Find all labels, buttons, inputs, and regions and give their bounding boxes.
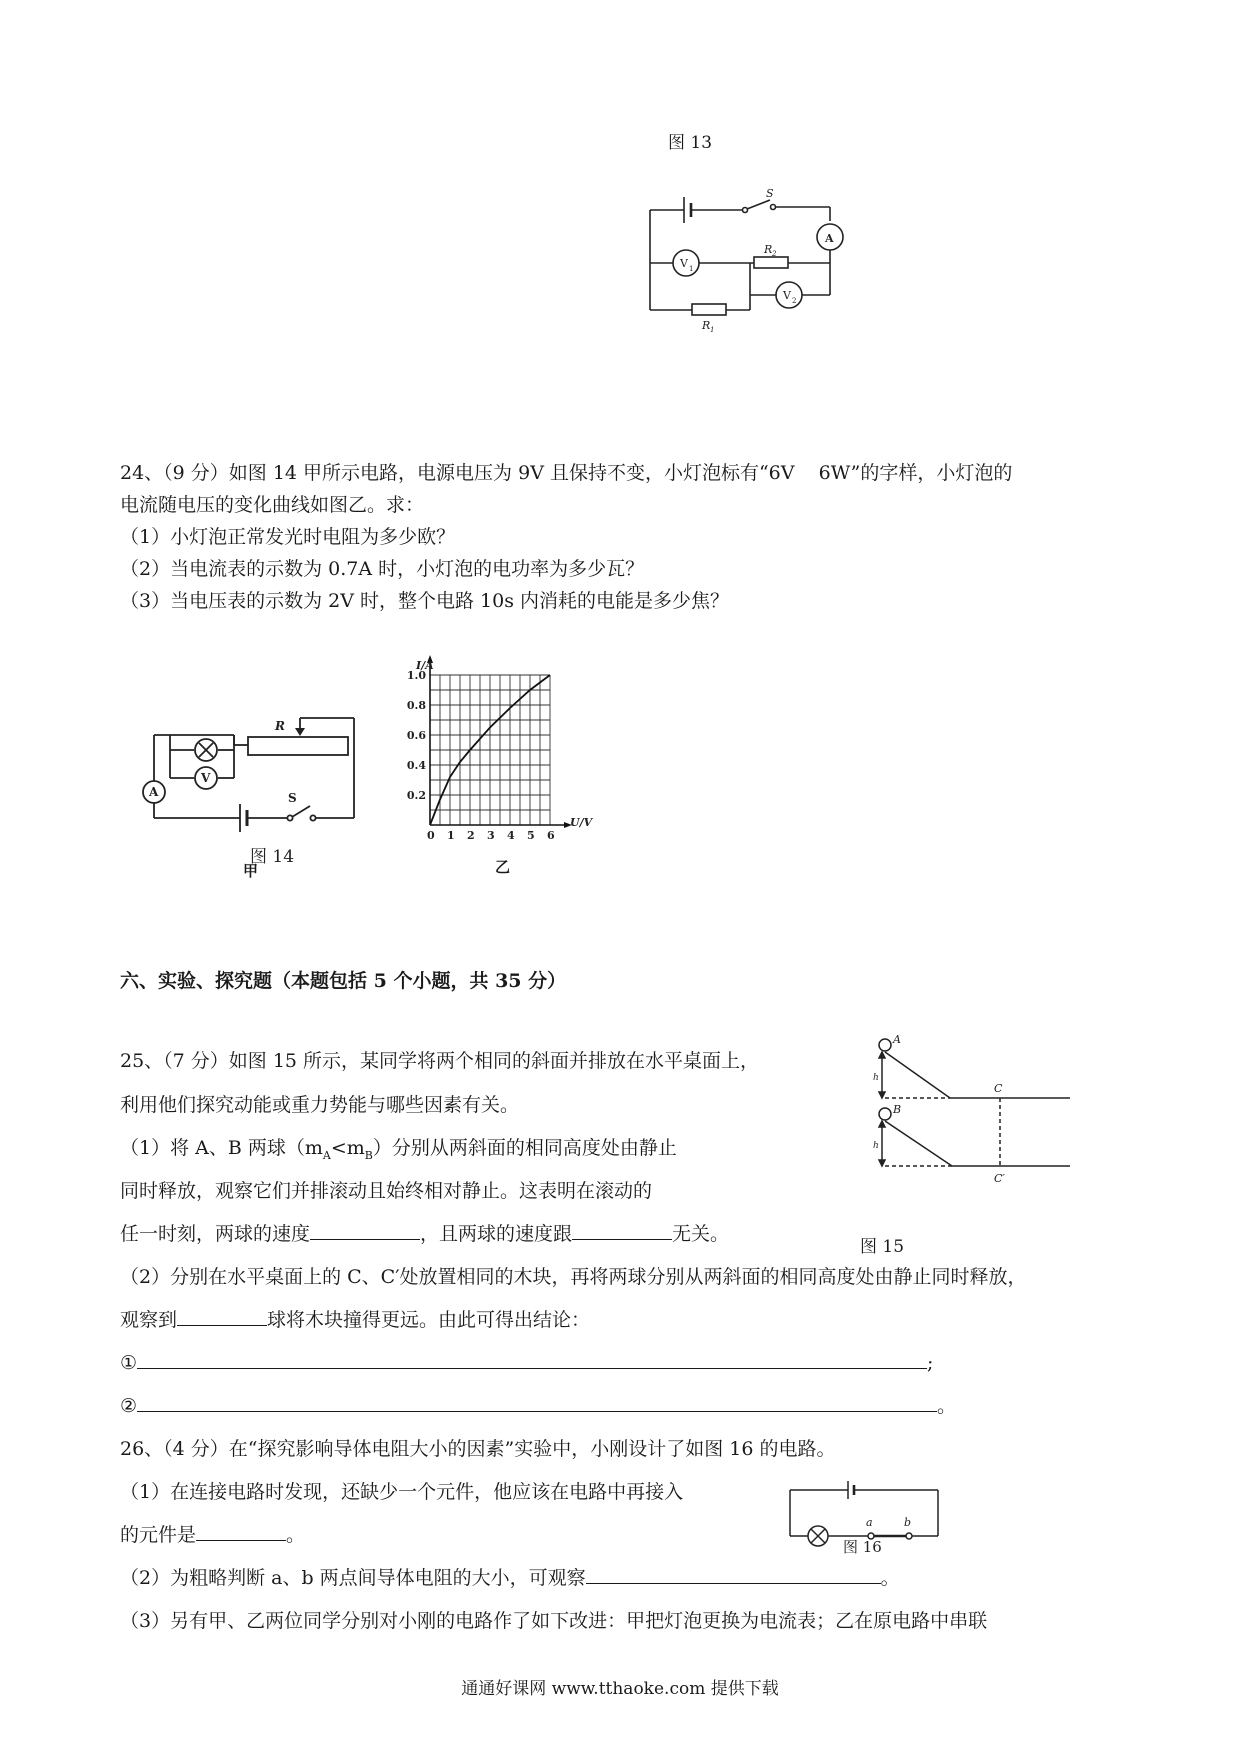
fig15-label-h1: h [873, 1073, 879, 1083]
fig15-label-a: A [893, 1033, 901, 1046]
fig13-switch-label: S [766, 187, 774, 200]
q25-line2: 利用他们探究动能或重力势能与哪些因素有关。 [120, 1094, 520, 1116]
fig15-label-h2: h [873, 1141, 879, 1151]
q26-blank-1[interactable] [196, 1522, 286, 1541]
fig13-v2-sub: 2 [792, 297, 797, 305]
y-tick-label: 0.4 [406, 759, 426, 772]
fig13-v1-sub: 1 [689, 265, 694, 273]
q24-sub2: （2）当电流表的示数为 0.7A 时，小灯泡的电功率为多少瓦？ [120, 558, 645, 580]
q25-blank-2[interactable] [572, 1221, 672, 1240]
fig16-circuit-diagram [788, 1476, 948, 1556]
q26-line4: （2）为粗略判断 a、b 两点间导体电阻的大小，可观察 。 [120, 1567, 900, 1589]
fig14-caption: 图 14 [250, 847, 295, 867]
fig15-label-c2: C′ [994, 1172, 1005, 1185]
x-tick-label: 3 [487, 829, 495, 842]
fig15-diagram [860, 1030, 1080, 1200]
fig13-v1-label: V [680, 257, 688, 270]
y-tick-label: 0.6 [406, 729, 426, 742]
q25-line7: 观察到 球将木块撞得更远。由此可得出结论： [120, 1309, 591, 1331]
fig13-r2-sub: 2 [772, 250, 777, 258]
x-tick-label: 6 [547, 829, 555, 842]
chart-ticks [407, 669, 555, 842]
q25-line5: 任一时刻，两球的速度 ，且两球的速度跟 无关。 [120, 1223, 730, 1245]
fig14-rheostat-label: R [275, 719, 285, 733]
fig14-ammeter-label: A [149, 785, 159, 799]
q25-line6: （2）分别在水平桌面上的 C、C′处放置相同的木块，再将两球分别从两斜面的相同高度处由静止同时释放， [120, 1266, 1027, 1288]
fig13-v2-label: V [783, 289, 791, 302]
fig15-label-b: B [893, 1103, 902, 1116]
switch-blade [747, 200, 770, 209]
q26-line2: （1）在连接电路时发现，还缺少一个元件，他应该在电路中再接入 [120, 1481, 684, 1503]
chart-xlabel: U/V [570, 816, 593, 829]
q24-line1: 24、（9 分）如图 14 甲所示电路，电源电压为 9V 且保持不变，小灯泡标有“6V 6W”的字样，小灯泡的 [120, 462, 1013, 484]
fig13-r1-label: R [702, 319, 711, 332]
fig13-r2-label: R [764, 243, 773, 256]
q25-line3: （1）将 A、B 两球$(m_A<m_B)$分别从两斜面的相同高度处由静止 [120, 1137, 677, 1162]
q26-line1: 26、（4 分）在“探究影响导体电阻大小的因素”实验中，小刚设计了如图 16 的电路。 [120, 1438, 836, 1460]
chart-ylabel: I/A [416, 659, 434, 672]
y-tick-label: 0.8 [406, 699, 426, 712]
y-tick-label: 0.2 [406, 789, 426, 802]
q25-blank-1[interactable] [310, 1221, 420, 1240]
q24-line2: 电流随电压的变化曲线如图乙。求： [120, 494, 425, 516]
fig16-label-b: b [904, 1516, 912, 1529]
q25-line4: 同时释放，观察它们并排滚动且始终相对静止。这表明在滚动的 [120, 1180, 653, 1202]
q25-conclusion-2: ② 。 [120, 1395, 957, 1417]
x-tick-label: 0 [427, 829, 435, 842]
fig13-r1-sub: 1 [710, 326, 715, 334]
fig15-label-c: C [994, 1082, 1003, 1095]
q25-conclusion-1: ① ; [120, 1352, 934, 1374]
fig15-caption: 图 15 [860, 1237, 905, 1257]
x-tick-label: 1 [447, 829, 455, 842]
q26-line5: （3）另有甲、乙两位同学分别对小刚的电路作了如下改进：甲把灯泡更换为电流表；乙在原电路中串联 [120, 1610, 988, 1632]
chart-grid [430, 675, 550, 825]
fig14-voltmeter-label: V [201, 771, 211, 785]
x-tick-label: 5 [527, 829, 535, 842]
q25-blank-conclusion-2[interactable] [137, 1393, 937, 1412]
x-tick-label: 4 [507, 829, 515, 842]
fig16-label-a: a [866, 1516, 873, 1529]
q24-sub1: （1）小灯泡正常发光时电阻为多少欧？ [120, 526, 456, 548]
fig14-switch-label: S [288, 791, 297, 805]
fig13-caption: 图 13 [668, 133, 713, 153]
q26-blank-2[interactable] [586, 1565, 881, 1584]
q24-sub3: （3）当电压表的示数为 2V 时，整个电路 10s 内消耗的电能是多少焦？ [120, 590, 729, 612]
fig14-chart [400, 655, 600, 870]
fig16-caption: 图 16 [843, 1538, 882, 1556]
fig13-circuit-diagram [640, 185, 860, 335]
fig13-ammeter-label: A [825, 232, 834, 245]
q25-blank-3[interactable] [177, 1307, 267, 1326]
y-tick-label: 1.0 [406, 669, 426, 682]
fig14-left-label: 甲 [243, 862, 259, 880]
q26-line3: 的元件是 。 [120, 1524, 306, 1546]
fig14-right-label: 乙 [495, 858, 511, 876]
q25-blank-conclusion-1[interactable] [137, 1350, 927, 1369]
section6-heading: 六、实验、探究题（本题包括 5 个小题，共 35 分） [120, 970, 567, 992]
fig14-circuit-diagram [140, 690, 370, 880]
q25-line1: 25、（7 分）如图 15 所示，某同学将两个相同的斜面并排放在水平桌面上， [120, 1050, 760, 1072]
page-footer: 通通好课网 www.tthaoke.com 提供下载 [461, 1679, 779, 1699]
x-tick-label: 2 [467, 829, 475, 842]
